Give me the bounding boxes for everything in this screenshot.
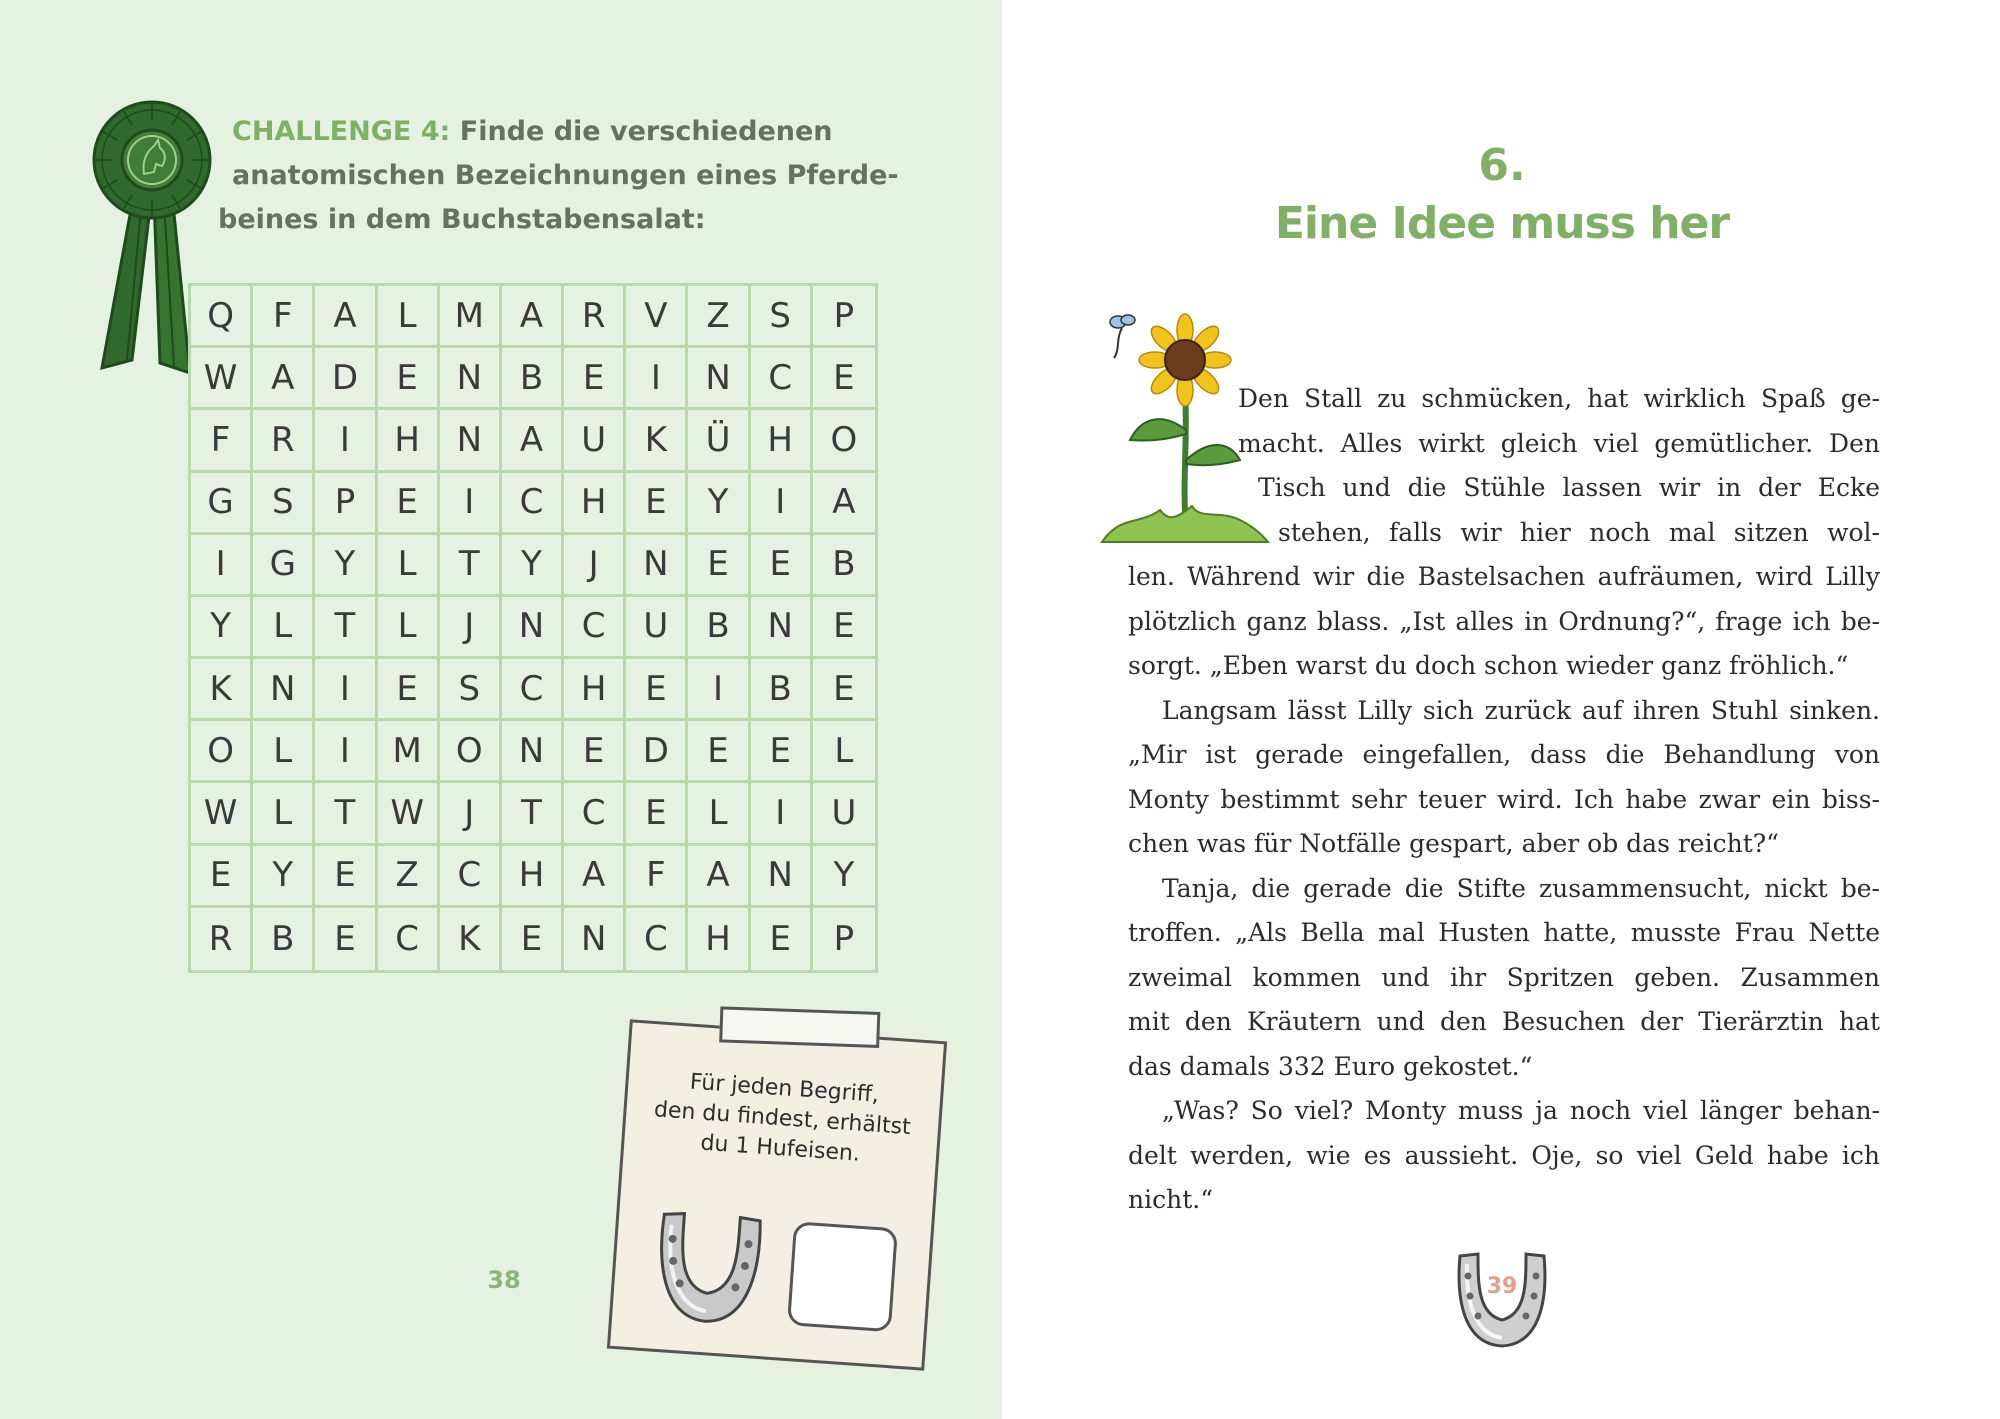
- grid-cell: N: [502, 597, 564, 659]
- grid-cell: N: [688, 348, 750, 410]
- grid-cell: S: [751, 286, 813, 348]
- grid-cell: E: [813, 597, 875, 659]
- text-line: sorgt. „Eben warst du doch schon wieder ganz fröhlich.“: [1128, 651, 1849, 680]
- grid-cell: E: [564, 348, 626, 410]
- grid-cell: C: [378, 908, 440, 970]
- grid-cell: Q: [191, 286, 253, 348]
- grid-cell: I: [315, 659, 377, 721]
- grid-cell: L: [378, 535, 440, 597]
- grid-cell: I: [315, 721, 377, 783]
- note-line-3: du 1 Hufeisen.: [699, 1130, 861, 1167]
- grid-cell: A: [253, 348, 315, 410]
- grid-cell: Y: [191, 597, 253, 659]
- grid-cell: B: [502, 348, 564, 410]
- text-line: das damals 332 Euro gekostet.“: [1128, 1051, 1533, 1081]
- grid-cell: P: [315, 473, 377, 535]
- grid-cell: E: [751, 721, 813, 783]
- text-line: Tanja, die gerade die Stifte zusammensucht, nickt be-: [1162, 873, 1880, 903]
- grid-cell: C: [440, 846, 502, 908]
- note-line-1: Für jeden Begriff,: [689, 1069, 880, 1108]
- grid-cell: E: [564, 721, 626, 783]
- grid-cell: C: [751, 348, 813, 410]
- grid-cell: U: [564, 410, 626, 472]
- grid-cell: D: [626, 721, 688, 783]
- grid-cell: T: [440, 535, 502, 597]
- grid-cell: A: [564, 846, 626, 908]
- grid-cell: V: [626, 286, 688, 348]
- grid-cell: E: [626, 473, 688, 535]
- grid-cell: E: [813, 659, 875, 721]
- grid-cell: H: [502, 846, 564, 908]
- grid-cell: U: [626, 597, 688, 659]
- challenge-text-line-1: Finde die verschiedenen: [459, 116, 833, 147]
- grid-cell: F: [191, 410, 253, 472]
- grid-cell: J: [440, 783, 502, 845]
- grid-cell: C: [502, 473, 564, 535]
- grid-cell: I: [688, 659, 750, 721]
- challenge-heading: [218, 110, 899, 242]
- grid-cell: O: [440, 721, 502, 783]
- grid-cell: C: [564, 597, 626, 659]
- text-line: macht. Alles wirkt gleich viel gemütlicher. Den: [1238, 428, 1880, 458]
- grid-cell: B: [813, 535, 875, 597]
- grid-cell: T: [502, 783, 564, 845]
- tape: [719, 1006, 880, 1048]
- grid-cell: J: [564, 535, 626, 597]
- grid-cell: N: [253, 659, 315, 721]
- grid-cell: E: [626, 659, 688, 721]
- grid-cell: J: [440, 597, 502, 659]
- grid-cell: A: [315, 286, 377, 348]
- grid-cell: W: [191, 348, 253, 410]
- grid-cell: Z: [378, 846, 440, 908]
- grid-cell: T: [315, 597, 377, 659]
- text-line: Monty bestimmt sehr teuer wird. Ich habe zwar ein biss-: [1128, 784, 1880, 814]
- grid-cell: E: [688, 535, 750, 597]
- grid-cell: L: [253, 721, 315, 783]
- grid-cell: G: [191, 473, 253, 535]
- story-text: [1128, 377, 1880, 1223]
- grid-cell: H: [688, 908, 750, 970]
- grid-cell: N: [751, 846, 813, 908]
- text-line: chen was für Notfälle gespart, aber ob das reicht?“: [1128, 829, 1779, 858]
- text-line: troffen. „Als Bella mal Husten hatte, musste Frau Nette: [1128, 918, 1880, 947]
- grid-cell: C: [564, 783, 626, 845]
- text-line: Den Stall zu schmücken, hat wirklich Spaß ge-: [1238, 384, 1880, 413]
- grid-cell: G: [253, 535, 315, 597]
- grid-cell: H: [564, 659, 626, 721]
- grid-cell: M: [440, 286, 502, 348]
- grid-cell: E: [813, 348, 875, 410]
- text-line: stehen, falls wir hier noch mal sitzen wol-: [1278, 517, 1880, 547]
- grid-cell: I: [626, 348, 688, 410]
- grid-cell: K: [191, 659, 253, 721]
- grid-cell: B: [751, 659, 813, 721]
- grid-cell: F: [626, 846, 688, 908]
- grid-cell: S: [253, 473, 315, 535]
- text-line: Tisch und die Stühle lassen wir in der Ecke: [1258, 473, 1880, 502]
- grid-cell: Y: [315, 535, 377, 597]
- text-line: nicht.“: [1128, 1185, 1213, 1214]
- grid-cell: H: [751, 410, 813, 472]
- grid-cell: I: [751, 473, 813, 535]
- grid-cell: Y: [688, 473, 750, 535]
- checkbox-square: [787, 1221, 898, 1332]
- grid-cell: N: [564, 908, 626, 970]
- text-line: Langsam lässt Lilly sich zurück auf ihren Stuhl sinken.: [1162, 695, 1880, 725]
- grid-cell: E: [315, 908, 377, 970]
- grid-cell: I: [440, 473, 502, 535]
- grid-cell: B: [688, 597, 750, 659]
- reward-note: [607, 1019, 947, 1370]
- grid-cell: L: [378, 286, 440, 348]
- challenge-text-line-3: beines in dem Buchstabensalat:: [218, 204, 706, 235]
- grid-cell: E: [315, 846, 377, 908]
- grid-cell: N: [626, 535, 688, 597]
- grid-cell: C: [626, 908, 688, 970]
- text-line: len. Während wir die Bastelsachen aufräumen, wird Lilly: [1128, 562, 1880, 591]
- grid-cell: Y: [502, 535, 564, 597]
- grid-cell: E: [191, 846, 253, 908]
- grid-cell: L: [688, 783, 750, 845]
- grid-cell: F: [253, 286, 315, 348]
- page-number-right: 39: [1486, 1274, 1518, 1299]
- grid-cell: L: [253, 597, 315, 659]
- grid-cell: Y: [253, 846, 315, 908]
- dragonfly-icon: [1110, 315, 1135, 358]
- text-line: mit den Kräutern und den Besuchen der Tierärztin hat: [1128, 1007, 1880, 1036]
- grid-cell: K: [440, 908, 502, 970]
- grid-cell: Y: [813, 846, 875, 908]
- grid-cell: L: [378, 597, 440, 659]
- grid-cell: P: [833, 918, 855, 959]
- grid-cell: B: [253, 908, 315, 970]
- grid-cell: E: [502, 908, 564, 970]
- grid-cell: I: [315, 410, 377, 472]
- grid-cell: E: [378, 473, 440, 535]
- grid-cell: E: [688, 721, 750, 783]
- grid-cell: E: [378, 659, 440, 721]
- grid-cell: R: [253, 410, 315, 472]
- text-line: zweimal kommen und ihr Spritzen geben. Zusammen: [1128, 962, 1880, 992]
- grid-cell: R: [191, 908, 253, 970]
- chapter-title: Eine Idee muss her: [1274, 198, 1730, 249]
- grid-cell: A: [502, 286, 564, 348]
- grid-cell: M: [378, 721, 440, 783]
- grid-cell: I: [751, 783, 813, 845]
- chapter-number: 6.: [1478, 140, 1526, 191]
- grid-cell: E: [751, 535, 813, 597]
- grid-cell: N: [502, 721, 564, 783]
- grid-cell: O: [813, 410, 875, 472]
- grid-cell: N: [440, 410, 502, 472]
- word-search-grid: [188, 283, 878, 973]
- text-line: delt werden, wie es aussieht. Oje, so viel Geld habe ich: [1128, 1140, 1880, 1170]
- grid-cell: O: [191, 721, 253, 783]
- grid-cell: R: [564, 286, 626, 348]
- grid-cell: Z: [688, 286, 750, 348]
- grid-cell: E: [626, 783, 688, 845]
- text-line: „Mir ist gerade eingefallen, dass die Behandlung von: [1128, 740, 1880, 769]
- grid-cell: U: [813, 783, 875, 845]
- grid-cell: N: [751, 597, 813, 659]
- grid-cell: K: [626, 410, 688, 472]
- grid-cell: W: [191, 783, 253, 845]
- text-line: plötzlich ganz blass. „Ist alles in Ordnung?“, frage ich be-: [1128, 606, 1880, 636]
- grid-cell: N: [440, 348, 502, 410]
- grid-cell: H: [564, 473, 626, 535]
- grid-cell: P: [813, 286, 875, 348]
- grid-cell: E: [751, 908, 813, 970]
- challenge-label: CHALLENGE 4:: [232, 116, 451, 147]
- grid-cell: L: [813, 721, 875, 783]
- text-line: „Was? So viel? Monty muss ja noch viel länger behan-: [1162, 1096, 1880, 1125]
- grid-cell: D: [315, 348, 377, 410]
- horseshoe-icon: [647, 1204, 770, 1332]
- grid-cell: S: [440, 659, 502, 721]
- grid-cell: W: [378, 783, 440, 845]
- note-text: [641, 1065, 925, 1174]
- grid-cell: C: [502, 659, 564, 721]
- grid-cell: L: [253, 783, 315, 845]
- grid-cell: T: [315, 783, 377, 845]
- horseshoe-icon: [1452, 1250, 1552, 1350]
- grid-cell: A: [813, 473, 875, 535]
- grid-cell: H: [378, 410, 440, 472]
- page-number-left: 38: [487, 1266, 521, 1294]
- grid-cell: A: [502, 410, 564, 472]
- grid-cell: Ü: [688, 410, 750, 472]
- grid-cell: A: [688, 846, 750, 908]
- challenge-text-line-2: anatomischen Bezeichnungen eines Pferde-: [232, 160, 899, 191]
- note-line-2: den du findest, erhältst: [653, 1097, 912, 1141]
- grid-cell: I: [191, 535, 253, 597]
- grid-cell: E: [378, 348, 440, 410]
